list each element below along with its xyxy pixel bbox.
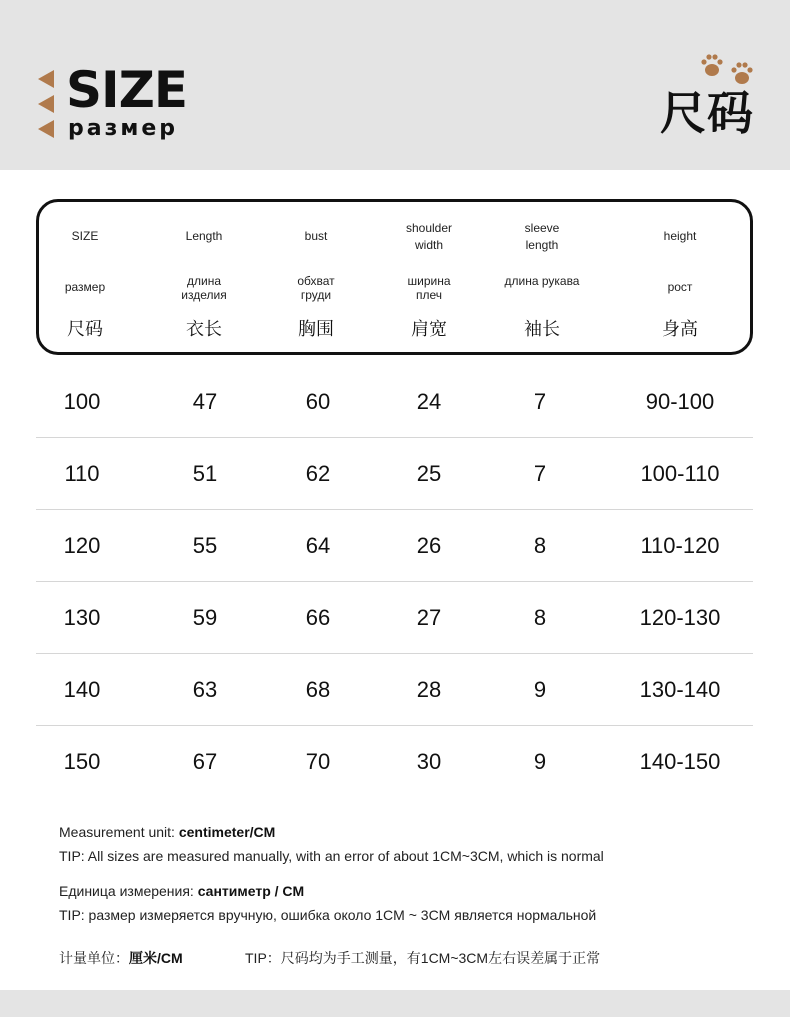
table-cell: 130	[63, 605, 101, 630]
table-cell: 67	[192, 749, 218, 774]
table-cell: 70	[305, 749, 331, 774]
table-cell: 140	[63, 677, 101, 702]
header-cn-height: 身高	[662, 319, 698, 339]
note-ru-tip: TIP: размер измеряется вручную, ошибка около 1CM ~ 3CM является нормальной	[59, 907, 597, 923]
header-en-bust: bust	[304, 229, 328, 243]
table-row	[36, 582, 753, 654]
table-cell: 130-140	[639, 677, 721, 702]
table-cell: 64	[305, 533, 331, 558]
header-en-length: Length	[185, 229, 223, 243]
header-cn-bust: 胸围	[298, 319, 334, 339]
table-cell: 47	[192, 389, 218, 414]
table-cell: 30	[416, 749, 442, 774]
header-cn-shoulder: 肩宽	[411, 319, 447, 339]
size-title: SIZE	[66, 61, 188, 119]
footer-band	[0, 990, 790, 1017]
table-cell: 66	[305, 605, 331, 630]
table-cell: 110	[64, 461, 100, 486]
header-ru-sleeve: длина рукава	[504, 274, 580, 288]
table-cell: 62	[305, 461, 331, 486]
header-ru-bust: обхват груди	[297, 274, 335, 302]
table-cell: 110-120	[640, 533, 720, 558]
table-cell: 9	[533, 677, 547, 702]
header-cn-sleeve: 袖长	[524, 319, 560, 339]
header-en-height: height	[663, 229, 697, 243]
header-ru-height: рост	[667, 280, 693, 294]
table-cell: 55	[192, 533, 218, 558]
table-cell: 120-130	[639, 605, 721, 630]
table-header-box	[36, 199, 753, 355]
table-row	[36, 654, 753, 726]
table-cell: 90-100	[645, 389, 715, 414]
header-en-size: SIZE	[71, 229, 99, 243]
table-cell: 8	[533, 605, 547, 630]
table-cell: 100-110	[640, 461, 720, 486]
header-ru-size: размер	[64, 280, 106, 294]
header-en-sleeve: sleeve length	[524, 221, 560, 252]
header-cn-length: 衣长	[186, 319, 222, 339]
table-cell: 7	[533, 461, 547, 486]
note-ru-unit: Единица измерения: сантиметр / CM	[59, 883, 305, 899]
table-cell: 26	[416, 533, 442, 558]
table-cell: 59	[192, 605, 218, 630]
table-row	[36, 726, 753, 798]
table-cell: 100	[63, 389, 101, 414]
header-ru-length: длина изделия	[181, 274, 227, 302]
size-subtitle: размер	[68, 116, 179, 141]
table-cell: 51	[192, 461, 218, 486]
table-cell: 7	[533, 389, 547, 414]
note-en-unit: Measurement unit: centimeter/CM	[59, 824, 276, 840]
paw-print-icon	[700, 50, 760, 90]
table-cell: 25	[416, 461, 442, 486]
table-cell: 9	[533, 749, 547, 774]
header-cn-size: 尺码	[67, 319, 103, 339]
triangle-arrows-icon	[38, 70, 58, 140]
table-cell: 60	[305, 389, 331, 414]
header-ru-shoulder: ширина плеч	[407, 274, 451, 302]
note-cn-unit: 计量单位：厘米/CM	[59, 950, 183, 966]
table-cell: 68	[305, 677, 331, 702]
table-cell: 28	[416, 677, 442, 702]
table-row	[36, 510, 753, 582]
table-cell: 150	[63, 749, 101, 774]
table-cell: 24	[416, 389, 442, 414]
table-cell: 120	[63, 533, 101, 558]
table-cell: 27	[416, 605, 442, 630]
header-en-shoulder: shoulder width	[405, 221, 453, 252]
table-row	[36, 438, 753, 510]
cn-size-title: 尺码	[660, 86, 754, 140]
table-cell: 140-150	[639, 749, 721, 774]
note-en-tip: TIP: All sizes are measured manually, with an error of about 1CM~3CM, which is normal	[59, 848, 604, 864]
table-cell: 63	[192, 677, 218, 702]
table-row	[36, 366, 753, 438]
table-cell: 8	[533, 533, 547, 558]
note-cn-tip: TIP：尺码均为手工测量，有1CM~3CM左右误差属于正常	[245, 950, 601, 966]
